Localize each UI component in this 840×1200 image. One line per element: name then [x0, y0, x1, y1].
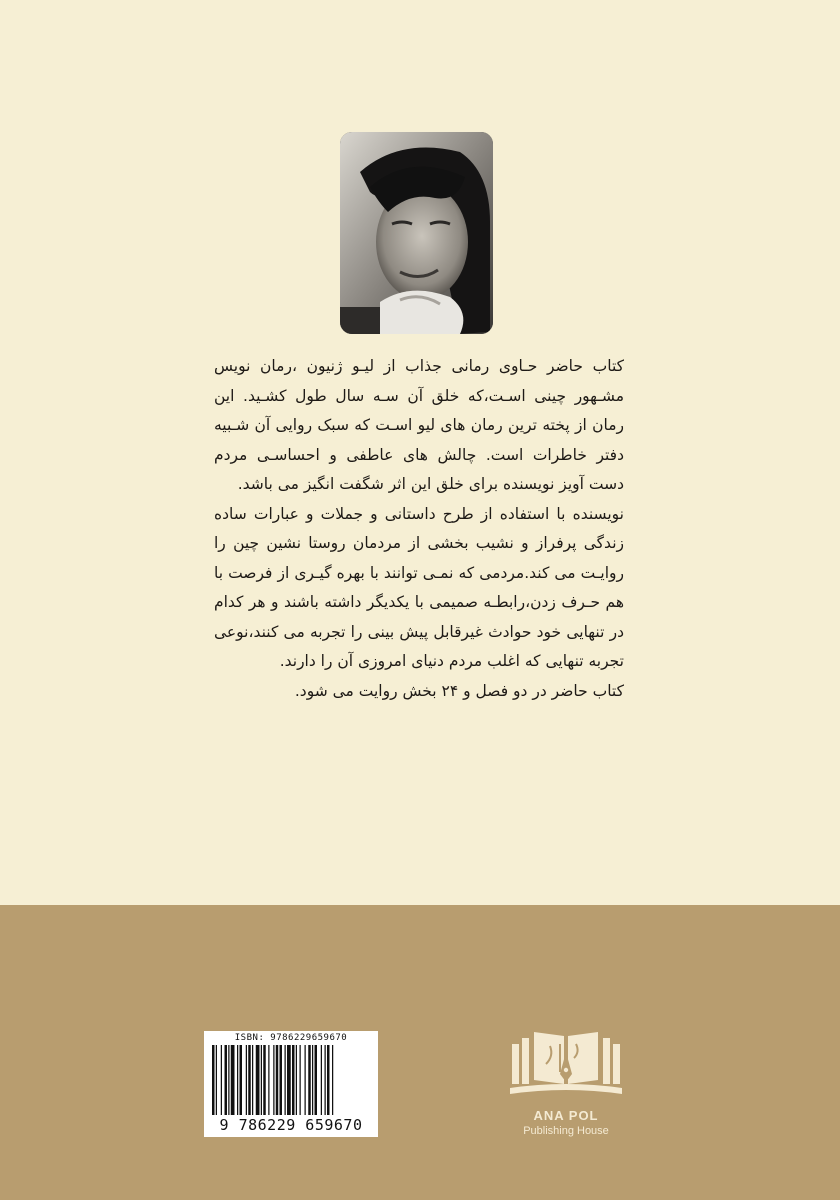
- barcode-bar: [221, 1045, 222, 1115]
- barcode-bar: [300, 1045, 301, 1115]
- barcode-bar: [240, 1045, 243, 1115]
- barcode-bar: [305, 1045, 306, 1115]
- cover-bottom-panel: [0, 905, 840, 1200]
- barcode-bar: [327, 1045, 330, 1115]
- publisher-subtitle: Publishing House: [523, 1125, 609, 1137]
- barcode-bar: [216, 1045, 217, 1115]
- barcode-bar: [308, 1045, 311, 1115]
- barcode-bar: [292, 1045, 295, 1115]
- barcode-bar: [285, 1045, 286, 1115]
- isbn-number: 9 786229 659670: [219, 1116, 363, 1134]
- author-portrait-icon: [340, 132, 493, 334]
- barcode-bar: [276, 1045, 279, 1115]
- barcode-bar: [228, 1045, 229, 1115]
- barcode-bar: [256, 1045, 260, 1115]
- barcode-bar: [325, 1045, 326, 1115]
- publisher-name: ANA POL: [533, 1108, 599, 1123]
- barcode-bar: [237, 1045, 238, 1115]
- barcode-bar: [321, 1045, 322, 1115]
- barcode-bar: [261, 1045, 262, 1115]
- barcode-bar: [252, 1045, 253, 1115]
- description-paragraph-1: کتاب حاضر حـاوی رمانی جذاب از لیـو ژنیون ،رمان نویس مشـهور چینی اسـت،که خلق آن سـه سال طول کشـید. این رمان از پخته ترین رمان های لیو اسـت که سبک روایی آن شـبیه دفتر خاطرات است. چالش های عاطفی و احساسـی مردم دست آویز نویسنده برای خلق این اثر شگفت انگیز می باشد.: [214, 357, 624, 493]
- barcode-bar: [273, 1045, 274, 1115]
- isbn-label: ISBN: 9786229659670: [234, 1033, 348, 1043]
- publisher-logo: [506, 1022, 626, 1152]
- description-paragraph-3: کتاب حاضر در دو فصل و ۲۴ بخش روایت می شود.: [294, 681, 624, 700]
- barcode-bar: [268, 1045, 269, 1115]
- barcode-bar: [225, 1045, 228, 1115]
- barcode-bar: [248, 1045, 251, 1115]
- barcode-bar: [246, 1045, 247, 1115]
- barcode-bar: [263, 1045, 266, 1115]
- description-paragraph-2: نویسنده با استفاده از طرح داستانی و جملات و عبارات ساده زندگی پرفراز و نشیب بخشی از مردمان روستا نشین چین را روایـت می کند.مردمی که نمـی توانند با بهره گیـری از فرصت با هم حـرف زدن،رابطـه صمیمی با یکدیگر داشته باشند و هر کدام در تنهایی خود حوادث غیرقابل پیش بینی را تجربه می کنند،نوعی تجربه تنهایی که اغلب مردم دنیای امروزی آن را دارند.: [214, 504, 624, 670]
- book-description: [214, 352, 624, 706]
- barcode-bars-icon: [212, 1045, 370, 1115]
- author-photo: [340, 132, 493, 334]
- barcode-bar: [296, 1045, 297, 1115]
- barcode-bar: [332, 1045, 333, 1115]
- open-book-pen-logo-icon: [506, 1022, 626, 1108]
- barcode-bar: [312, 1045, 313, 1115]
- barcode-bar: [280, 1045, 283, 1115]
- barcode-bar: [212, 1045, 215, 1115]
- isbn-barcode: [204, 1031, 378, 1137]
- barcode-bar: [315, 1045, 318, 1115]
- barcode-bar: [287, 1045, 291, 1115]
- barcode-bar: [231, 1045, 235, 1115]
